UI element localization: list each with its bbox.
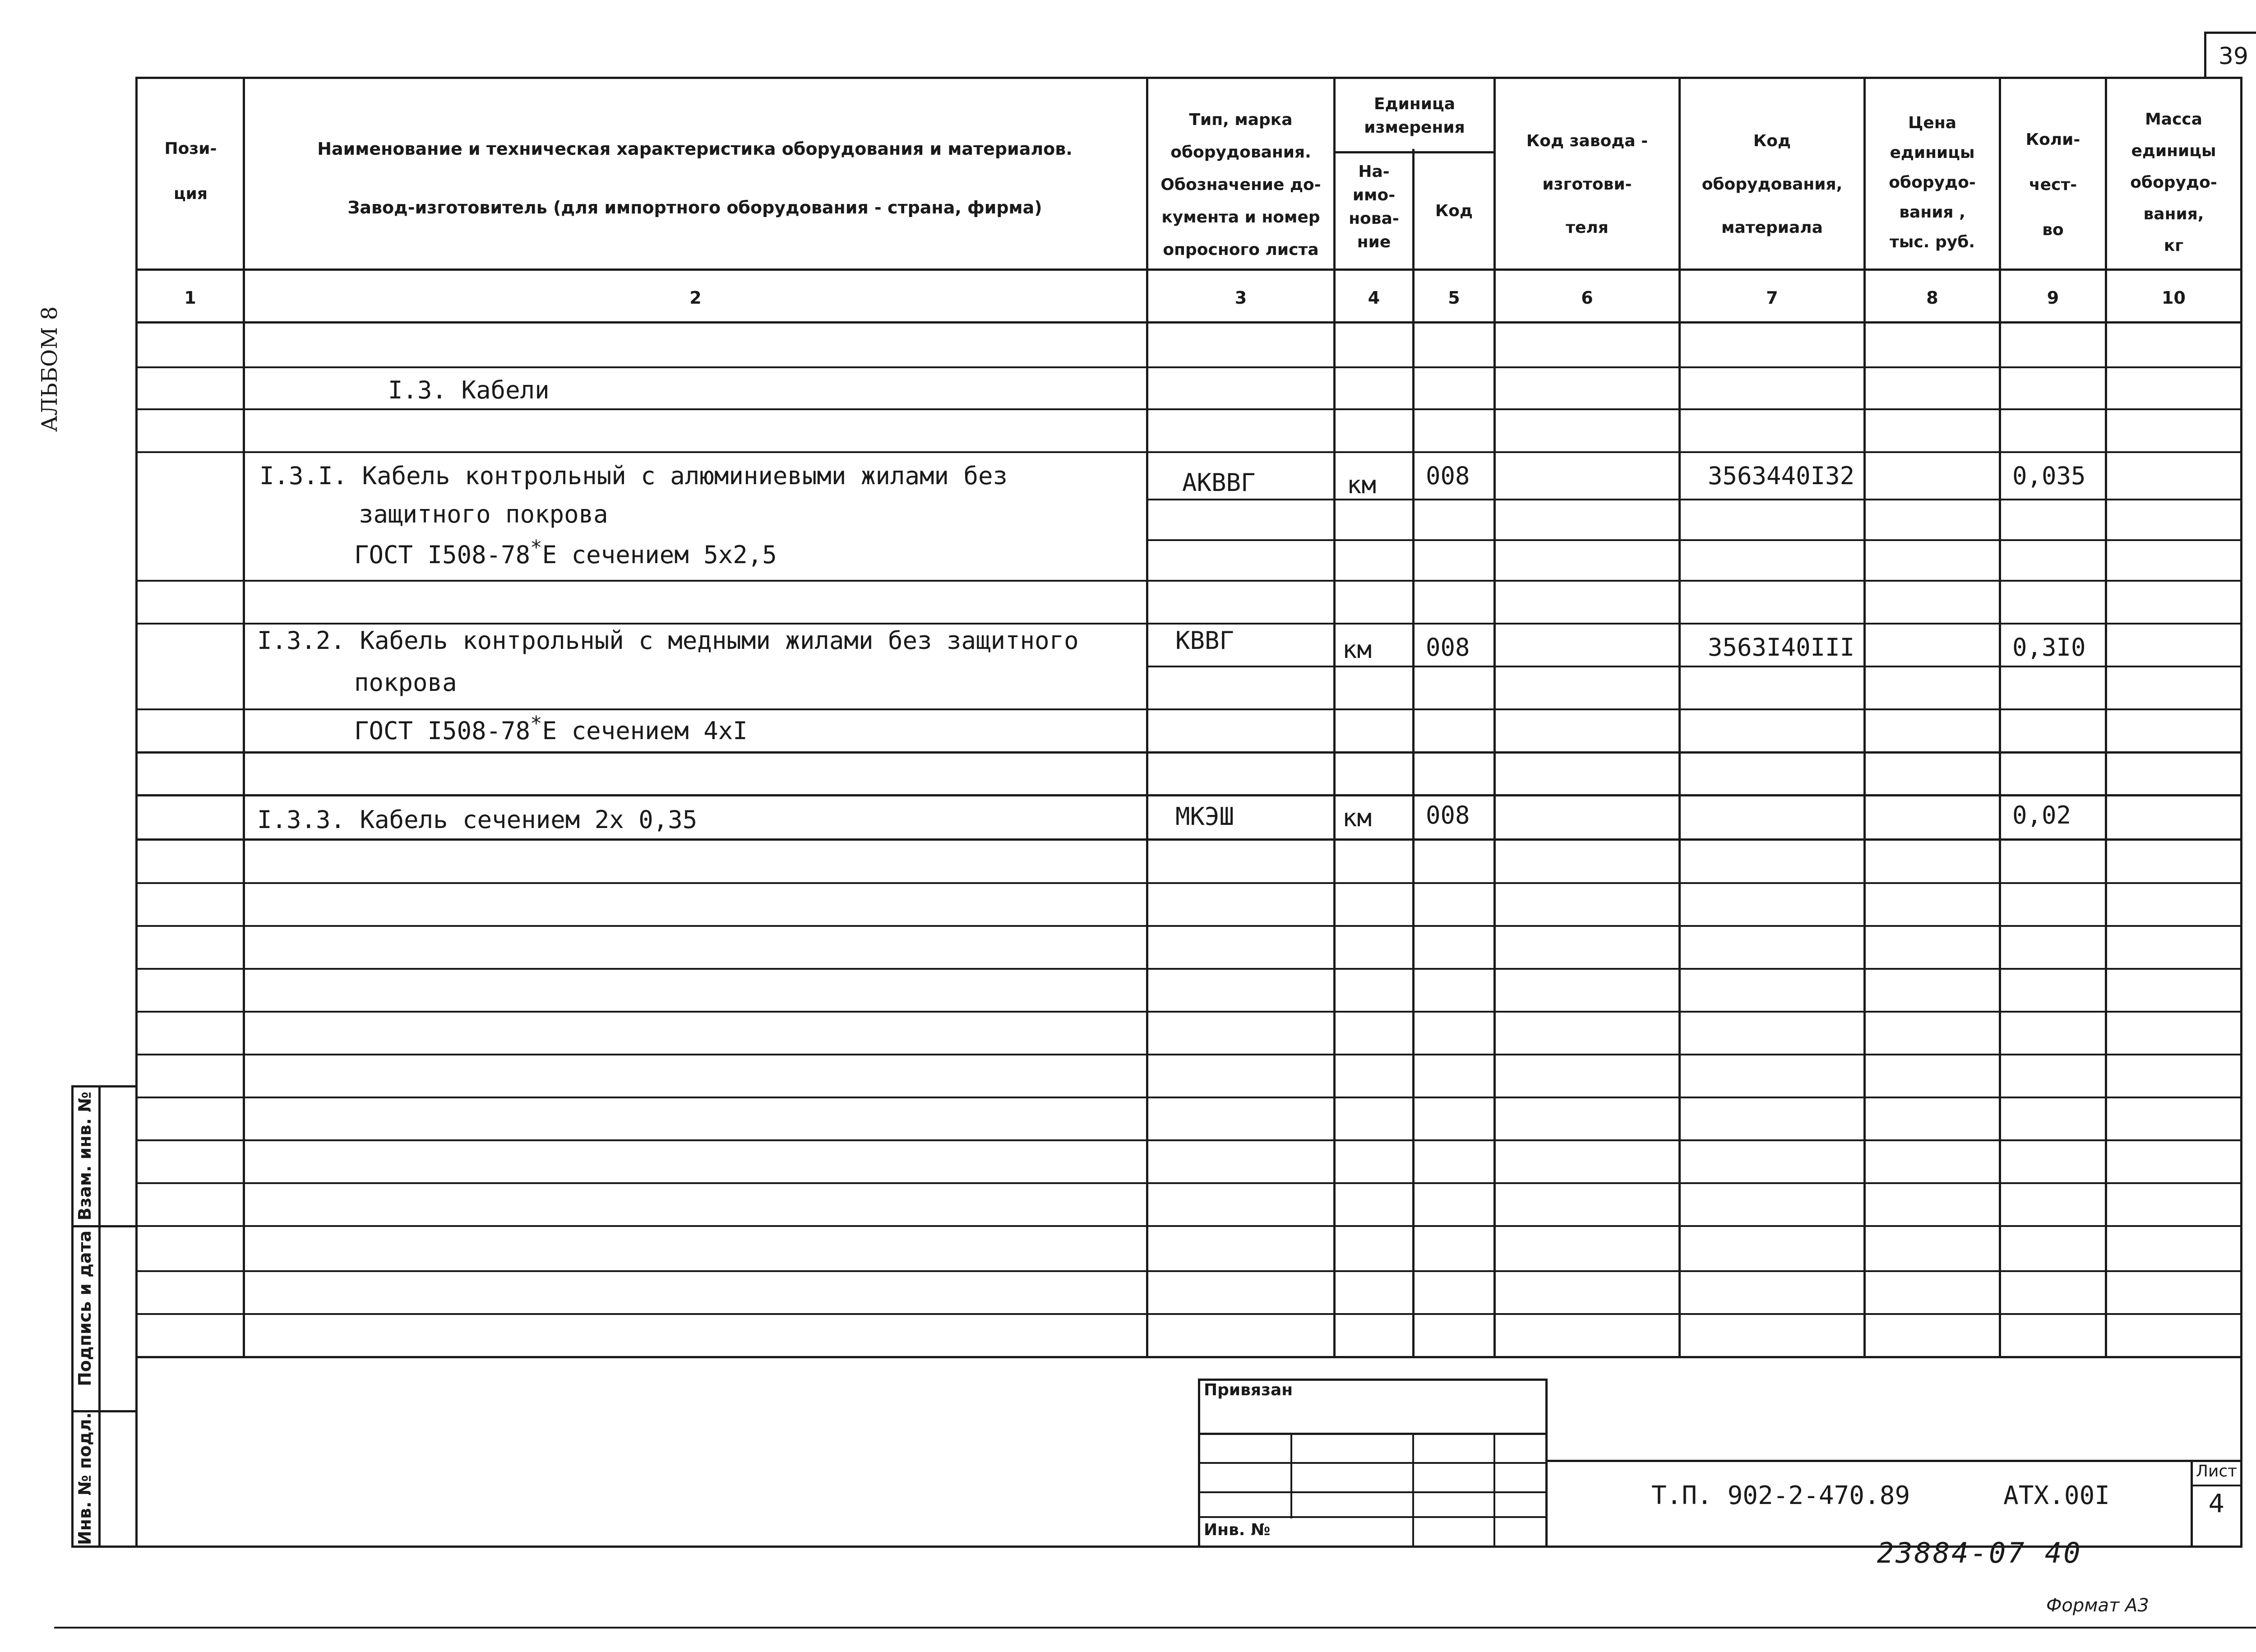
stamp-col (1412, 1433, 1414, 1548)
row-line (135, 366, 2242, 368)
header-material-code: Код оборудования, материала (1701, 132, 1843, 237)
row-line (135, 794, 2242, 796)
row-line (135, 623, 2242, 625)
item-2-unit-code: 008 (1426, 633, 1470, 662)
row-line (135, 882, 2242, 884)
page-bottom-edge (54, 1627, 2256, 1629)
col-divider-4 (1412, 149, 1415, 1358)
item-2-line-3: ГОСТ I508-78*Е сечением 4хI (354, 712, 748, 745)
item-3-type: МКЭШ (1175, 802, 1234, 831)
header-mass: Масса единицы оборудо- вания, кг (2130, 110, 2217, 255)
stamp-inv-label: Инв. № (1204, 1521, 1271, 1539)
item-3-quantity: 0,02 (2012, 801, 2071, 829)
row-line (135, 708, 2242, 710)
colnum-5: 5 (1448, 288, 1460, 308)
row-line (1146, 539, 2242, 541)
stamp-col (1290, 1433, 1292, 1518)
header-type: Тип, марка оборудования. Обозначение до- кумента и номер опросного листа (1160, 111, 1321, 259)
row-line (135, 1097, 2242, 1098)
row-line (1146, 666, 2242, 667)
row-line (1146, 499, 2242, 500)
section-title: I.3. Кабели (388, 376, 550, 404)
side-stamp-left (71, 1085, 74, 1548)
item-1-line-3: ГОСТ I508-78*Е сечением 5х2,5 (354, 536, 777, 569)
header-bottom (135, 268, 2242, 271)
side-inv-subst: Взам. инв. № (75, 1092, 95, 1221)
row-line (135, 1054, 2242, 1055)
header-position: Пози- ция (164, 139, 217, 203)
side-stamp-div1 (71, 1225, 137, 1227)
item-2-line-2: покрова (354, 668, 457, 697)
colnum-9: 9 (2047, 288, 2059, 308)
header-unit-name: На- имо- нова- ние (1349, 162, 1399, 251)
side-signature-date: Подпись и дата (75, 1230, 95, 1386)
sheet-number: 39 (2218, 43, 2249, 70)
colnum-4: 4 (1368, 288, 1380, 308)
item-1-material-code: 3563440I32 (1708, 462, 1855, 490)
stamp-col (1493, 1433, 1495, 1548)
item-2-type: КВВГ (1175, 626, 1234, 655)
header-factory-code: Код завода - изготови- теля (1526, 132, 1648, 237)
titleblock-top (1545, 1460, 2242, 1462)
stamp-attached-label: Привязан (1204, 1381, 1293, 1399)
item-1-unit: км (1347, 471, 1377, 499)
colnum-1: 1 (184, 288, 196, 308)
colnum-6: 6 (1581, 288, 1593, 308)
unit-group-divider (1333, 151, 1493, 153)
row-line (135, 751, 2242, 754)
titleblock-sheet-div (2191, 1485, 2242, 1486)
colnum-7: 7 (1766, 288, 1778, 308)
row-line (135, 408, 2242, 410)
item-3-unit: км (1342, 804, 1372, 832)
side-stamp-mid (98, 1085, 101, 1548)
header-quantity: Коли- чест- во (2025, 130, 2080, 239)
row-line (135, 1011, 2242, 1013)
album-label: АЛЬБОМ 8 (37, 306, 62, 432)
sheet-label: Лист (2196, 1462, 2238, 1481)
frame-top (135, 77, 2242, 79)
row-line (135, 838, 2242, 841)
item-2-quantity: 0,3I0 (2012, 633, 2086, 662)
item-1-type: АКВВГ (1182, 468, 1256, 497)
row-line (135, 1313, 2242, 1315)
row-line (135, 1182, 2242, 1184)
sheet-value: 4 (2208, 1489, 2225, 1518)
item-2-line-1: I.3.2. Кабель контрольный с медными жилами без защитного (257, 626, 1079, 655)
item-1-quantity: 0,035 (2012, 462, 2086, 490)
header-price: Цена единицы оборудо- вания , тыс. руб. (1889, 114, 1976, 251)
item-2-material-code: 3563I40III (1708, 633, 1855, 662)
row-line (135, 968, 2242, 970)
side-stamp-top (71, 1085, 137, 1087)
item-1-unit-code: 008 (1426, 462, 1470, 490)
sheet-box-top (2204, 32, 2256, 34)
row-line (135, 580, 2242, 582)
row-line (135, 1270, 2242, 1272)
row-line (135, 451, 2242, 453)
table-bottom (135, 1356, 2242, 1358)
row-line (135, 925, 2242, 927)
colnum-bottom (135, 321, 2242, 324)
row-line (135, 1139, 2242, 1141)
colnum-3: 3 (1234, 288, 1247, 308)
handwritten-number: 23884-07 40 (1877, 1536, 2082, 1569)
item-3-unit-code: 008 (1426, 801, 1470, 829)
item-2-unit: км (1342, 635, 1372, 664)
header-unit-group: Единица измерения (1364, 95, 1465, 137)
header-name: Наименование и техническая характеристика оборудования и материалов. Завод-изготовитель (для импортного оборудования - страна, фирма) (317, 139, 1073, 217)
row-line (135, 1225, 2242, 1227)
item-1-line-1: I.3.I. Кабель контрольный с алюминиевыми жилами без (259, 462, 1008, 490)
side-inv-orig: Инв. № подл. (75, 1412, 95, 1546)
colnum-2: 2 (689, 288, 702, 308)
doc-mark: АТХ.00I (2003, 1481, 2110, 1510)
frame-right (2240, 77, 2242, 1548)
doc-code: Т.П. 902-2-470.89 (1651, 1481, 1910, 1510)
item-3-line-1: I.3.3. Кабель сечением 2х 0,35 (257, 805, 698, 834)
header-unit-code: Код (1435, 202, 1473, 220)
colnum-8: 8 (1926, 288, 1938, 308)
format-label: Формат А3 (2046, 1595, 2149, 1616)
item-1-line-2: защитного покрова (359, 500, 608, 528)
colnum-10: 10 (2162, 288, 2186, 308)
